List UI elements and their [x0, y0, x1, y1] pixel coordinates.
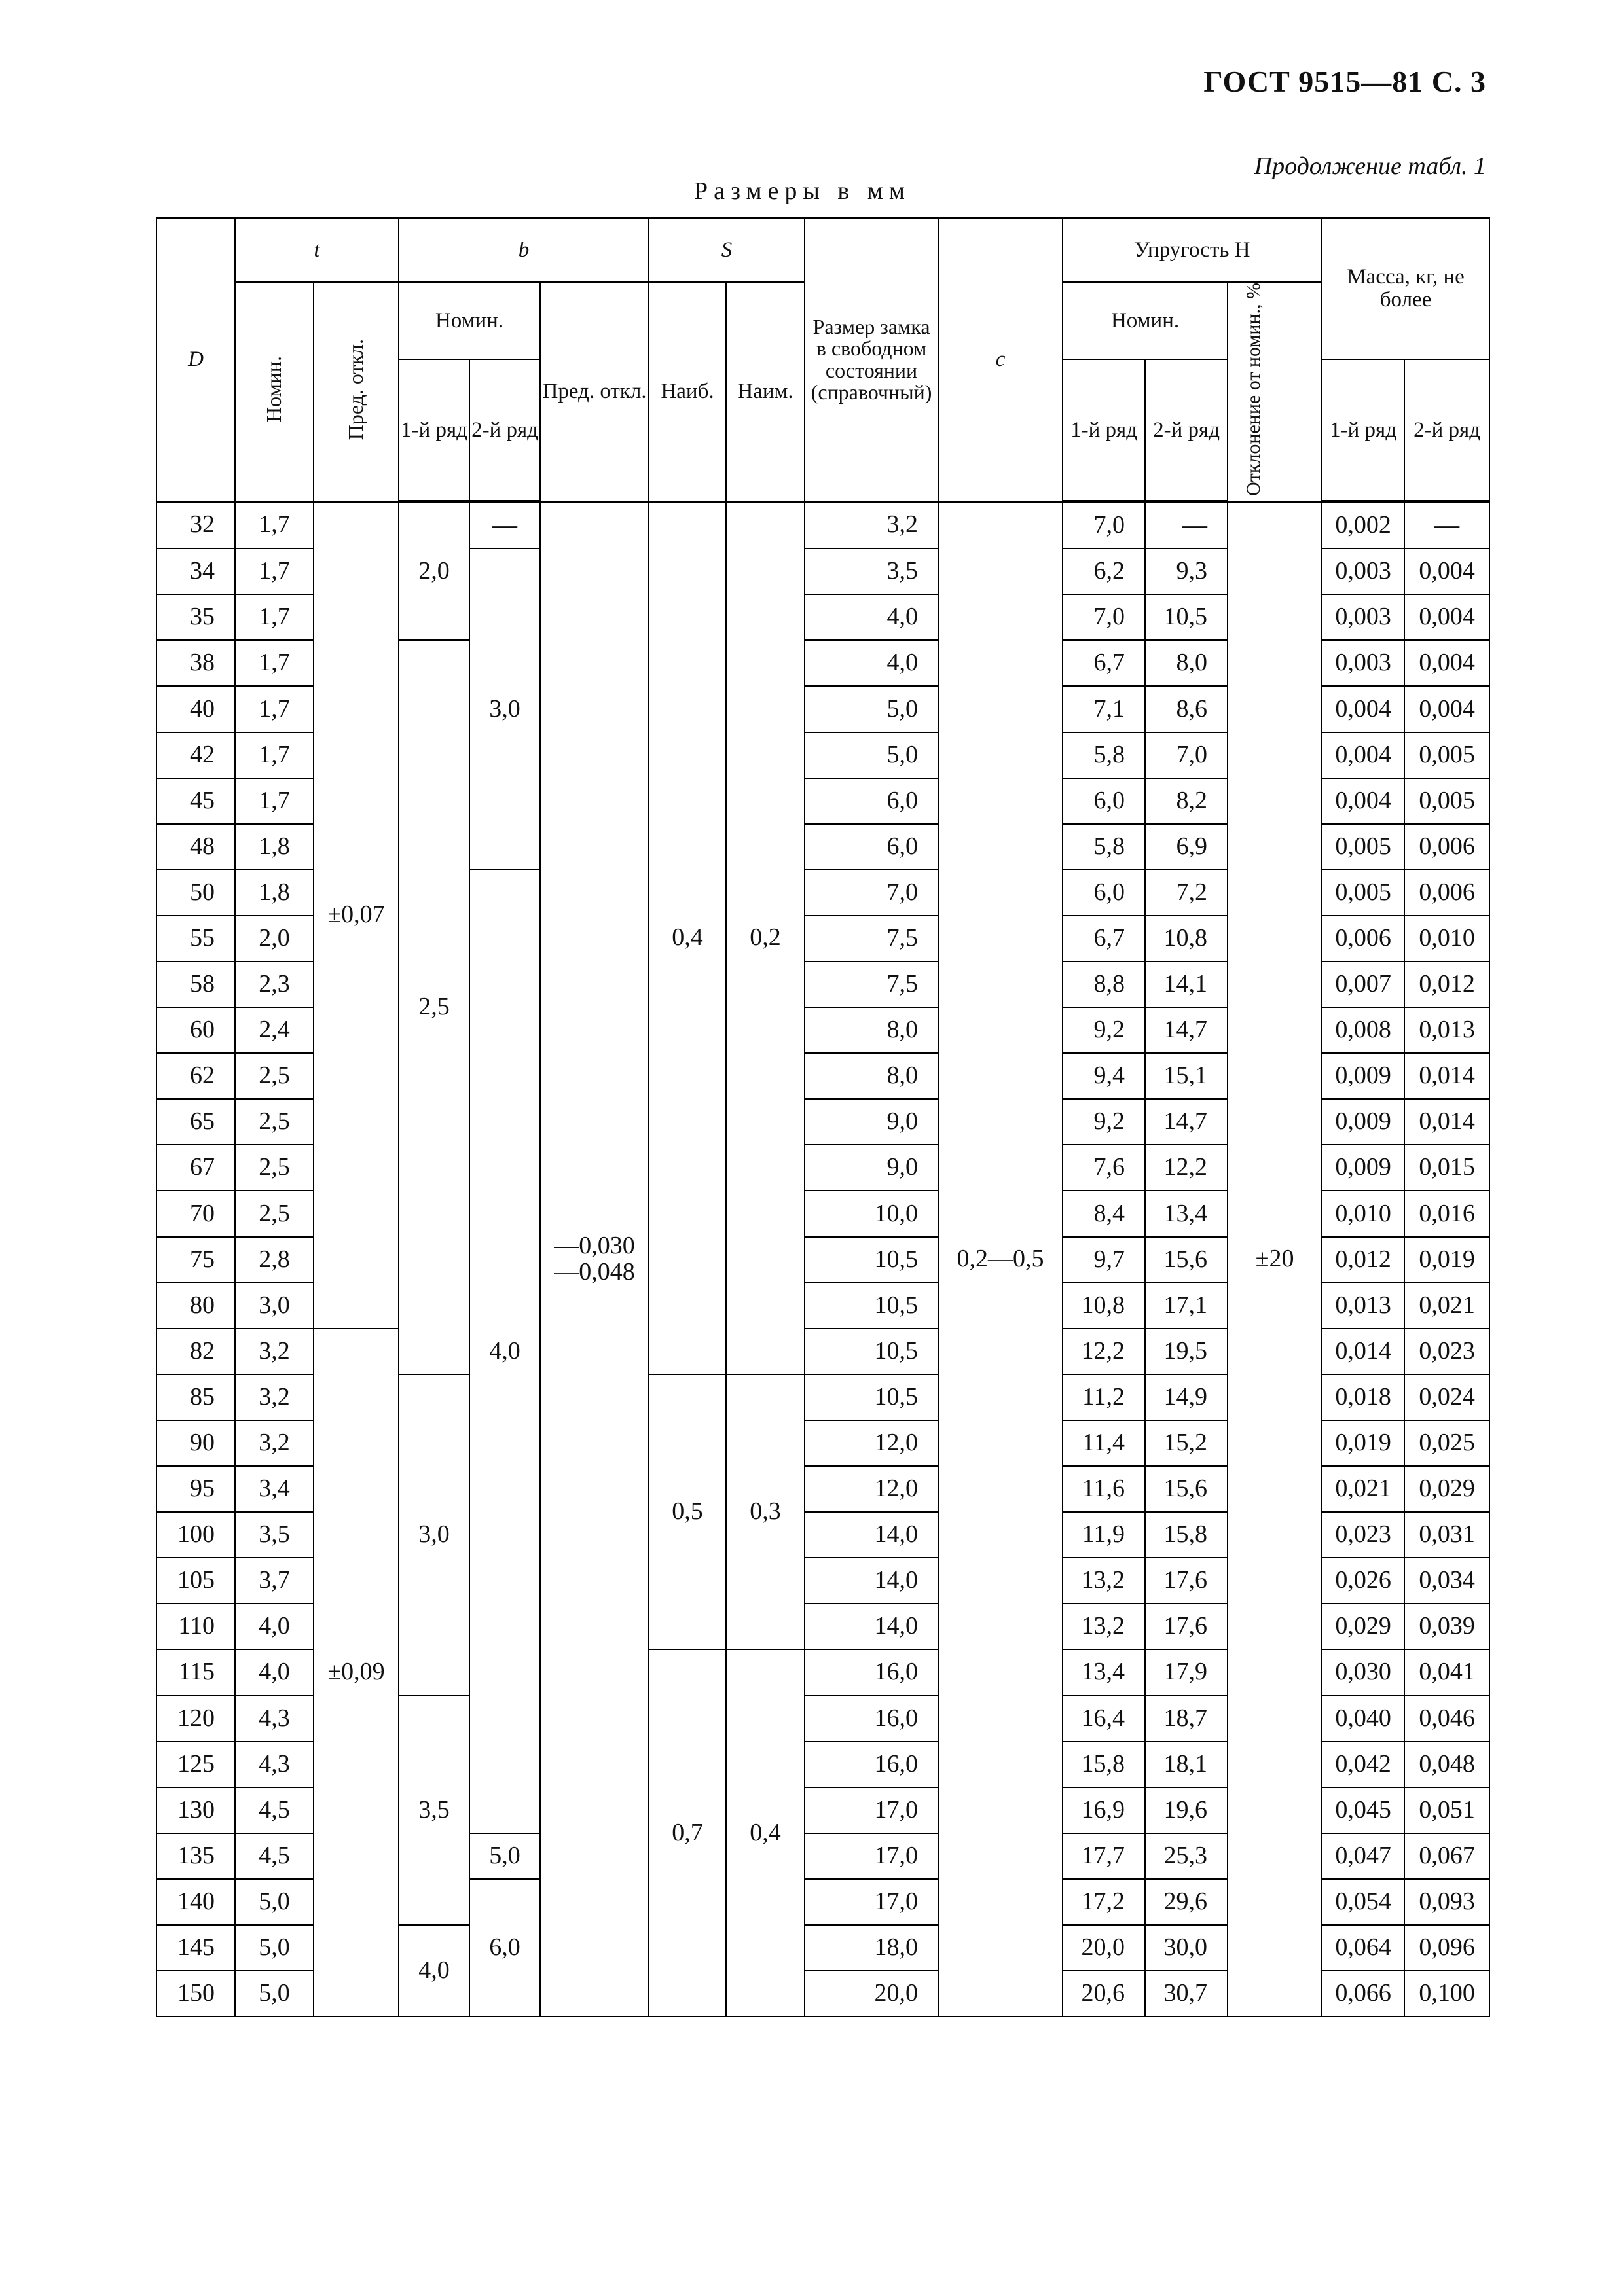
cell-D: 130: [156, 1787, 235, 1833]
cell-s-min: 0,4: [726, 1649, 805, 2017]
cell-t-nomin: 2,5: [235, 1145, 314, 1191]
elasticity-nomin-header: Номин.: [1063, 282, 1228, 359]
cell-mass-row1: 0,004: [1322, 686, 1404, 732]
cell-D: 42: [156, 732, 235, 778]
cell-D: 55: [156, 916, 235, 961]
cell-lock-size: 10,0: [805, 1191, 938, 1236]
cell-mass-row1: 0,006: [1322, 916, 1404, 961]
cell-t-nomin: 2,0: [235, 916, 314, 961]
cell-lock-size: 5,0: [805, 686, 938, 732]
cell-mass-row1: 0,003: [1322, 548, 1404, 594]
cell-elasticity-row1: 9,2: [1063, 1007, 1145, 1053]
col-S-header: S: [649, 218, 805, 282]
cell-elasticity-row2: 17,1: [1145, 1283, 1228, 1329]
cell-elasticity-row2: 15,8: [1145, 1512, 1228, 1558]
cell-D: 135: [156, 1833, 235, 1879]
cell-elasticity-row1: 7,6: [1063, 1145, 1145, 1191]
cell-elasticity-row2: 17,9: [1145, 1649, 1228, 1695]
cell-mass-row2: 0,010: [1404, 916, 1489, 961]
cell-elasticity-row2: 15,6: [1145, 1466, 1228, 1512]
cell-D: 85: [156, 1374, 235, 1420]
cell-lock-size: 14,0: [805, 1558, 938, 1604]
cell-mass-row2: —: [1404, 502, 1489, 549]
s-max-header: Наиб.: [649, 282, 726, 502]
cell-elasticity-row2: 14,7: [1145, 1007, 1228, 1053]
b-row2-header: 2-й ряд: [469, 359, 540, 502]
cell-mass-row2: 0,012: [1404, 961, 1489, 1007]
cell-t-nomin: 3,2: [235, 1374, 314, 1420]
cell-t-nomin: 3,7: [235, 1558, 314, 1604]
cell-elasticity-row1: 16,9: [1063, 1787, 1145, 1833]
cell-D: 120: [156, 1695, 235, 1741]
col-t-header: t: [235, 218, 399, 282]
cell-mass-row1: 0,047: [1322, 1833, 1404, 1879]
cell-elasticity-row1: 9,2: [1063, 1099, 1145, 1145]
cell-D: 48: [156, 824, 235, 870]
cell-b-row1: 2,0: [399, 502, 469, 641]
cell-s-max: 0,7: [649, 1649, 726, 2017]
cell-t-nomin: 3,2: [235, 1329, 314, 1374]
cell-mass-row2: 0,096: [1404, 1925, 1489, 1971]
cell-mass-row1: 0,009: [1322, 1099, 1404, 1145]
cell-mass-row2: 0,019: [1404, 1237, 1489, 1283]
cell-mass-row1: 0,064: [1322, 1925, 1404, 1971]
cell-elasticity-row2: 18,1: [1145, 1742, 1228, 1787]
cell-b-row1: 4,0: [399, 1925, 469, 2017]
cell-mass-row2: 0,004: [1404, 640, 1489, 686]
cell-elasticity-row1: 6,0: [1063, 870, 1145, 916]
cell-D: 100: [156, 1512, 235, 1558]
cell-mass-row1: 0,009: [1322, 1145, 1404, 1191]
cell-t-nomin: 2,8: [235, 1237, 314, 1283]
cell-elasticity-row2: 14,7: [1145, 1099, 1228, 1145]
cell-mass-row2: 0,006: [1404, 824, 1489, 870]
cell-mass-row2: 0,015: [1404, 1145, 1489, 1191]
cell-D: 95: [156, 1466, 235, 1512]
cell-lock-size: 16,0: [805, 1742, 938, 1787]
cell-elasticity-row1: 8,4: [1063, 1191, 1145, 1236]
cell-D: 115: [156, 1649, 235, 1695]
cell-D: 50: [156, 870, 235, 916]
cell-mass-row1: 0,040: [1322, 1695, 1404, 1741]
cell-D: 150: [156, 1971, 235, 2017]
cell-D: 80: [156, 1283, 235, 1329]
cell-t-nomin: 1,7: [235, 732, 314, 778]
cell-mass-row1: 0,009: [1322, 1053, 1404, 1099]
cell-elasticity-row1: 9,7: [1063, 1237, 1145, 1283]
cell-elasticity-row2: 12,2: [1145, 1145, 1228, 1191]
cell-lock-size: 4,0: [805, 640, 938, 686]
cell-c: 0,2—0,5: [938, 502, 1063, 2017]
cell-t-nomin: 3,5: [235, 1512, 314, 1558]
cell-elasticity-row2: 8,6: [1145, 686, 1228, 732]
cell-s-min: 0,3: [726, 1374, 805, 1650]
cell-lock-size: 8,0: [805, 1053, 938, 1099]
cell-elasticity-row1: 6,7: [1063, 916, 1145, 961]
elasticity-row1-header: 1-й ряд: [1063, 359, 1145, 502]
cell-mass-row1: 0,042: [1322, 1742, 1404, 1787]
cell-mass-row1: 0,005: [1322, 870, 1404, 916]
cell-mass-row2: 0,004: [1404, 548, 1489, 594]
cell-elasticity-row2: 30,0: [1145, 1925, 1228, 1971]
cell-elasticity-row2: 13,4: [1145, 1191, 1228, 1236]
cell-mass-row1: 0,054: [1322, 1879, 1404, 1925]
cell-D: 65: [156, 1099, 235, 1145]
cell-t-tolerance: ±0,09: [314, 1329, 399, 2017]
cell-elasticity-row1: 11,2: [1063, 1374, 1145, 1420]
col-lock-size-header: Размер замка в свободном состоянии (справочный): [805, 218, 938, 502]
cell-lock-size: 6,0: [805, 824, 938, 870]
cell-mass-row2: 0,016: [1404, 1191, 1489, 1236]
cell-D: 110: [156, 1604, 235, 1649]
units-caption: Размеры в мм: [694, 177, 911, 205]
cell-mass-row1: 0,003: [1322, 640, 1404, 686]
cell-elasticity-row1: 9,4: [1063, 1053, 1145, 1099]
cell-elasticity-row2: 7,2: [1145, 870, 1228, 916]
cell-mass-row1: 0,004: [1322, 778, 1404, 824]
cell-D: 62: [156, 1053, 235, 1099]
cell-lock-size: 18,0: [805, 1925, 938, 1971]
cell-elasticity-row1: 5,8: [1063, 732, 1145, 778]
cell-elasticity-row2: 9,3: [1145, 548, 1228, 594]
cell-elasticity-row2: 18,7: [1145, 1695, 1228, 1741]
cell-elasticity-row1: 7,1: [1063, 686, 1145, 732]
cell-t-nomin: 5,0: [235, 1879, 314, 1925]
cell-mass-row2: 0,006: [1404, 870, 1489, 916]
cell-mass-row2: 0,046: [1404, 1695, 1489, 1741]
cell-mass-row1: 0,019: [1322, 1420, 1404, 1466]
cell-elasticity-row2: —: [1145, 502, 1228, 549]
cell-mass-row1: 0,005: [1322, 824, 1404, 870]
cell-elasticity-row2: 14,9: [1145, 1374, 1228, 1420]
cell-b-row2: 3,0: [469, 548, 540, 870]
t-nomin-header: [235, 282, 314, 502]
cell-D: 34: [156, 548, 235, 594]
cell-lock-size: 20,0: [805, 1971, 938, 2017]
cell-mass-row1: 0,012: [1322, 1237, 1404, 1283]
cell-t-nomin: 5,0: [235, 1971, 314, 2017]
cell-lock-size: 10,5: [805, 1237, 938, 1283]
cell-mass-row2: 0,039: [1404, 1604, 1489, 1649]
cell-mass-row2: 0,051: [1404, 1787, 1489, 1833]
cell-lock-size: 10,5: [805, 1374, 938, 1420]
cell-mass-row1: 0,030: [1322, 1649, 1404, 1695]
cell-elasticity-row2: 17,6: [1145, 1604, 1228, 1649]
elasticity-row2-header: 2-й ряд: [1145, 359, 1228, 502]
cell-mass-row2: 0,025: [1404, 1420, 1489, 1466]
cell-D: 32: [156, 502, 235, 549]
cell-mass-row2: 0,029: [1404, 1466, 1489, 1512]
cell-elasticity-row1: 6,7: [1063, 640, 1145, 686]
cell-mass-row1: 0,014: [1322, 1329, 1404, 1374]
cell-D: 105: [156, 1558, 235, 1604]
cell-b-row2: 5,0: [469, 1833, 540, 1879]
cell-mass-row1: 0,026: [1322, 1558, 1404, 1604]
cell-lock-size: 16,0: [805, 1695, 938, 1741]
cell-b-row2: —: [469, 502, 540, 549]
deviation-header: [1228, 282, 1322, 502]
cell-mass-row1: 0,066: [1322, 1971, 1404, 2017]
cell-lock-size: 6,0: [805, 778, 938, 824]
cell-t-nomin: 4,5: [235, 1833, 314, 1879]
cell-elasticity-row2: 19,5: [1145, 1329, 1228, 1374]
cell-elasticity-row1: 7,0: [1063, 502, 1145, 549]
table-continuation-note: Продолжение табл. 1: [1254, 152, 1486, 180]
cell-elasticity-row2: 15,1: [1145, 1053, 1228, 1099]
cell-D: 145: [156, 1925, 235, 1971]
cell-elasticity-row2: 8,0: [1145, 640, 1228, 686]
cell-b-tolerance: —0,030 —0,048: [540, 502, 649, 2017]
cell-elasticity-row1: 7,0: [1063, 594, 1145, 640]
cell-elasticity-row1: 6,2: [1063, 548, 1145, 594]
cell-lock-size: 5,0: [805, 732, 938, 778]
cell-elasticity-row1: 5,8: [1063, 824, 1145, 870]
cell-s-max: 0,4: [649, 502, 726, 1374]
cell-D: 45: [156, 778, 235, 824]
cell-t-nomin: 1,7: [235, 686, 314, 732]
cell-mass-row1: 0,018: [1322, 1374, 1404, 1420]
b-tol-header: Пред. откл.: [540, 282, 649, 502]
cell-mass-row2: 0,023: [1404, 1329, 1489, 1374]
col-b-header: b: [399, 218, 649, 282]
cell-mass-row1: 0,007: [1322, 961, 1404, 1007]
cell-elasticity-row2: 7,0: [1145, 732, 1228, 778]
cell-elasticity-row1: 6,0: [1063, 778, 1145, 824]
page-header: ГОСТ 9515—81 С. 3: [1203, 65, 1486, 98]
cell-lock-size: 7,5: [805, 916, 938, 961]
cell-b-row1: 2,5: [399, 640, 469, 1374]
cell-mass-row2: 0,034: [1404, 1558, 1489, 1604]
cell-lock-size: 9,0: [805, 1145, 938, 1191]
cell-t-nomin: 1,7: [235, 594, 314, 640]
cell-lock-size: 14,0: [805, 1604, 938, 1649]
cell-elasticity-row1: 11,9: [1063, 1512, 1145, 1558]
col-mass-header: Масса, кг, не более: [1322, 218, 1489, 359]
cell-mass-row2: 0,041: [1404, 1649, 1489, 1695]
cell-b-row1: 3,0: [399, 1374, 469, 1696]
cell-elasticity-row2: 19,6: [1145, 1787, 1228, 1833]
mass-row2-header: 2-й ряд: [1404, 359, 1489, 502]
cell-t-nomin: 4,3: [235, 1695, 314, 1741]
table-body: [156, 502, 1489, 2017]
cell-elasticity-row2: 15,6: [1145, 1237, 1228, 1283]
cell-elasticity-row1: 10,8: [1063, 1283, 1145, 1329]
cell-lock-size: 17,0: [805, 1879, 938, 1925]
cell-t-nomin: 3,0: [235, 1283, 314, 1329]
cell-elasticity-row1: 20,0: [1063, 1925, 1145, 1971]
cell-t-nomin: 2,5: [235, 1099, 314, 1145]
cell-mass-row1: 0,003: [1322, 594, 1404, 640]
cell-lock-size: 9,0: [805, 1099, 938, 1145]
cell-D: 140: [156, 1879, 235, 1925]
cell-lock-size: 14,0: [805, 1512, 938, 1558]
cell-t-nomin: 1,7: [235, 502, 314, 549]
cell-t-tolerance: ±0,07: [314, 502, 399, 1329]
col-D-header: D: [156, 218, 235, 502]
dimensions-table: [156, 217, 1490, 2017]
cell-elasticity-row1: 16,4: [1063, 1695, 1145, 1741]
cell-t-nomin: 1,8: [235, 870, 314, 916]
s-min-header: Наим.: [726, 282, 805, 502]
t-nomin-label: Номин.: [262, 356, 286, 423]
cell-t-nomin: 2,5: [235, 1191, 314, 1236]
deviation-label: Отклонение от номин., %: [1243, 283, 1265, 496]
cell-lock-size: 7,5: [805, 961, 938, 1007]
cell-mass-row1: 0,023: [1322, 1512, 1404, 1558]
cell-elasticity-row2: 8,2: [1145, 778, 1228, 824]
cell-lock-size: 3,2: [805, 502, 938, 549]
cell-elasticity-row2: 15,2: [1145, 1420, 1228, 1466]
cell-elasticity-row2: 30,7: [1145, 1971, 1228, 2017]
cell-t-nomin: 3,4: [235, 1466, 314, 1512]
cell-mass-row1: 0,004: [1322, 732, 1404, 778]
cell-mass-row1: 0,013: [1322, 1283, 1404, 1329]
cell-lock-size: 8,0: [805, 1007, 938, 1053]
cell-t-nomin: 4,0: [235, 1604, 314, 1649]
cell-lock-size: 10,5: [805, 1329, 938, 1374]
cell-elasticity-row1: 15,8: [1063, 1742, 1145, 1787]
cell-t-nomin: 3,2: [235, 1420, 314, 1466]
cell-mass-row2: 0,021: [1404, 1283, 1489, 1329]
cell-D: 60: [156, 1007, 235, 1053]
cell-mass-row2: 0,004: [1404, 594, 1489, 640]
cell-t-nomin: 1,7: [235, 778, 314, 824]
cell-elasticity-row1: 20,6: [1063, 1971, 1145, 2017]
cell-b-row2: 6,0: [469, 1879, 540, 2017]
cell-lock-size: 3,5: [805, 548, 938, 594]
cell-t-nomin: 4,3: [235, 1742, 314, 1787]
cell-lock-size: 12,0: [805, 1466, 938, 1512]
cell-D: 67: [156, 1145, 235, 1191]
cell-mass-row2: 0,014: [1404, 1053, 1489, 1099]
cell-mass-row2: 0,024: [1404, 1374, 1489, 1420]
cell-lock-size: 17,0: [805, 1787, 938, 1833]
cell-lock-size: 12,0: [805, 1420, 938, 1466]
cell-mass-row2: 0,048: [1404, 1742, 1489, 1787]
cell-lock-size: 16,0: [805, 1649, 938, 1695]
col-c-header: c: [938, 218, 1063, 502]
cell-mass-row2: 0,005: [1404, 732, 1489, 778]
cell-elasticity-row1: 13,2: [1063, 1604, 1145, 1649]
cell-D: 35: [156, 594, 235, 640]
cell-lock-size: 17,0: [805, 1833, 938, 1879]
cell-mass-row1: 0,002: [1322, 502, 1404, 549]
cell-D: 90: [156, 1420, 235, 1466]
cell-deviation: ±20: [1228, 502, 1322, 2017]
table-row: [156, 502, 1489, 549]
cell-s-min: 0,2: [726, 502, 805, 1374]
cell-elasticity-row1: 17,7: [1063, 1833, 1145, 1879]
cell-t-nomin: 2,3: [235, 961, 314, 1007]
cell-t-nomin: 4,0: [235, 1649, 314, 1695]
cell-mass-row2: 0,005: [1404, 778, 1489, 824]
cell-mass-row2: 0,004: [1404, 686, 1489, 732]
cell-t-nomin: 1,8: [235, 824, 314, 870]
cell-mass-row1: 0,029: [1322, 1604, 1404, 1649]
cell-D: 58: [156, 961, 235, 1007]
cell-t-nomin: 1,7: [235, 548, 314, 594]
cell-lock-size: 4,0: [805, 594, 938, 640]
cell-mass-row2: 0,013: [1404, 1007, 1489, 1053]
mass-row1-header: 1-й ряд: [1322, 359, 1404, 502]
cell-mass-row2: 0,031: [1404, 1512, 1489, 1558]
cell-mass-row1: 0,010: [1322, 1191, 1404, 1236]
cell-elasticity-row1: 8,8: [1063, 961, 1145, 1007]
cell-elasticity-row2: 17,6: [1145, 1558, 1228, 1604]
cell-D: 75: [156, 1237, 235, 1283]
b-row1-header: 1-й ряд: [399, 359, 469, 502]
cell-elasticity-row1: 13,2: [1063, 1558, 1145, 1604]
cell-elasticity-row1: 17,2: [1063, 1879, 1145, 1925]
cell-mass-row1: 0,045: [1322, 1787, 1404, 1833]
cell-D: 40: [156, 686, 235, 732]
t-tol-label: Пред. откл.: [344, 338, 368, 440]
cell-mass-row2: 0,093: [1404, 1879, 1489, 1925]
cell-lock-size: 10,5: [805, 1283, 938, 1329]
col-elasticity-header: Упругость Н: [1063, 218, 1322, 282]
cell-t-nomin: 2,5: [235, 1053, 314, 1099]
cell-mass-row2: 0,067: [1404, 1833, 1489, 1879]
cell-elasticity-row2: 6,9: [1145, 824, 1228, 870]
b-nomin-header: Номин.: [399, 282, 540, 359]
cell-elasticity-row1: 11,6: [1063, 1466, 1145, 1512]
cell-t-nomin: 1,7: [235, 640, 314, 686]
cell-elasticity-row2: 25,3: [1145, 1833, 1228, 1879]
cell-D: 70: [156, 1191, 235, 1236]
cell-elasticity-row1: 11,4: [1063, 1420, 1145, 1466]
cell-b-row2: 4,0: [469, 870, 540, 1833]
cell-t-nomin: 4,5: [235, 1787, 314, 1833]
cell-elasticity-row2: 14,1: [1145, 961, 1228, 1007]
cell-lock-size: 7,0: [805, 870, 938, 916]
cell-mass-row2: 0,014: [1404, 1099, 1489, 1145]
cell-elasticity-row1: 13,4: [1063, 1649, 1145, 1695]
cell-b-row1: 3,5: [399, 1695, 469, 1924]
cell-D: 38: [156, 640, 235, 686]
cell-t-nomin: 5,0: [235, 1925, 314, 1971]
cell-D: 125: [156, 1742, 235, 1787]
cell-elasticity-row2: 10,5: [1145, 594, 1228, 640]
cell-s-max: 0,5: [649, 1374, 726, 1650]
cell-D: 82: [156, 1329, 235, 1374]
cell-elasticity-row2: 29,6: [1145, 1879, 1228, 1925]
cell-mass-row2: 0,100: [1404, 1971, 1489, 2017]
cell-t-nomin: 2,4: [235, 1007, 314, 1053]
cell-elasticity-row2: 10,8: [1145, 916, 1228, 961]
cell-mass-row1: 0,021: [1322, 1466, 1404, 1512]
cell-mass-row1: 0,008: [1322, 1007, 1404, 1053]
t-tol-header: [314, 282, 399, 502]
cell-elasticity-row1: 12,2: [1063, 1329, 1145, 1374]
